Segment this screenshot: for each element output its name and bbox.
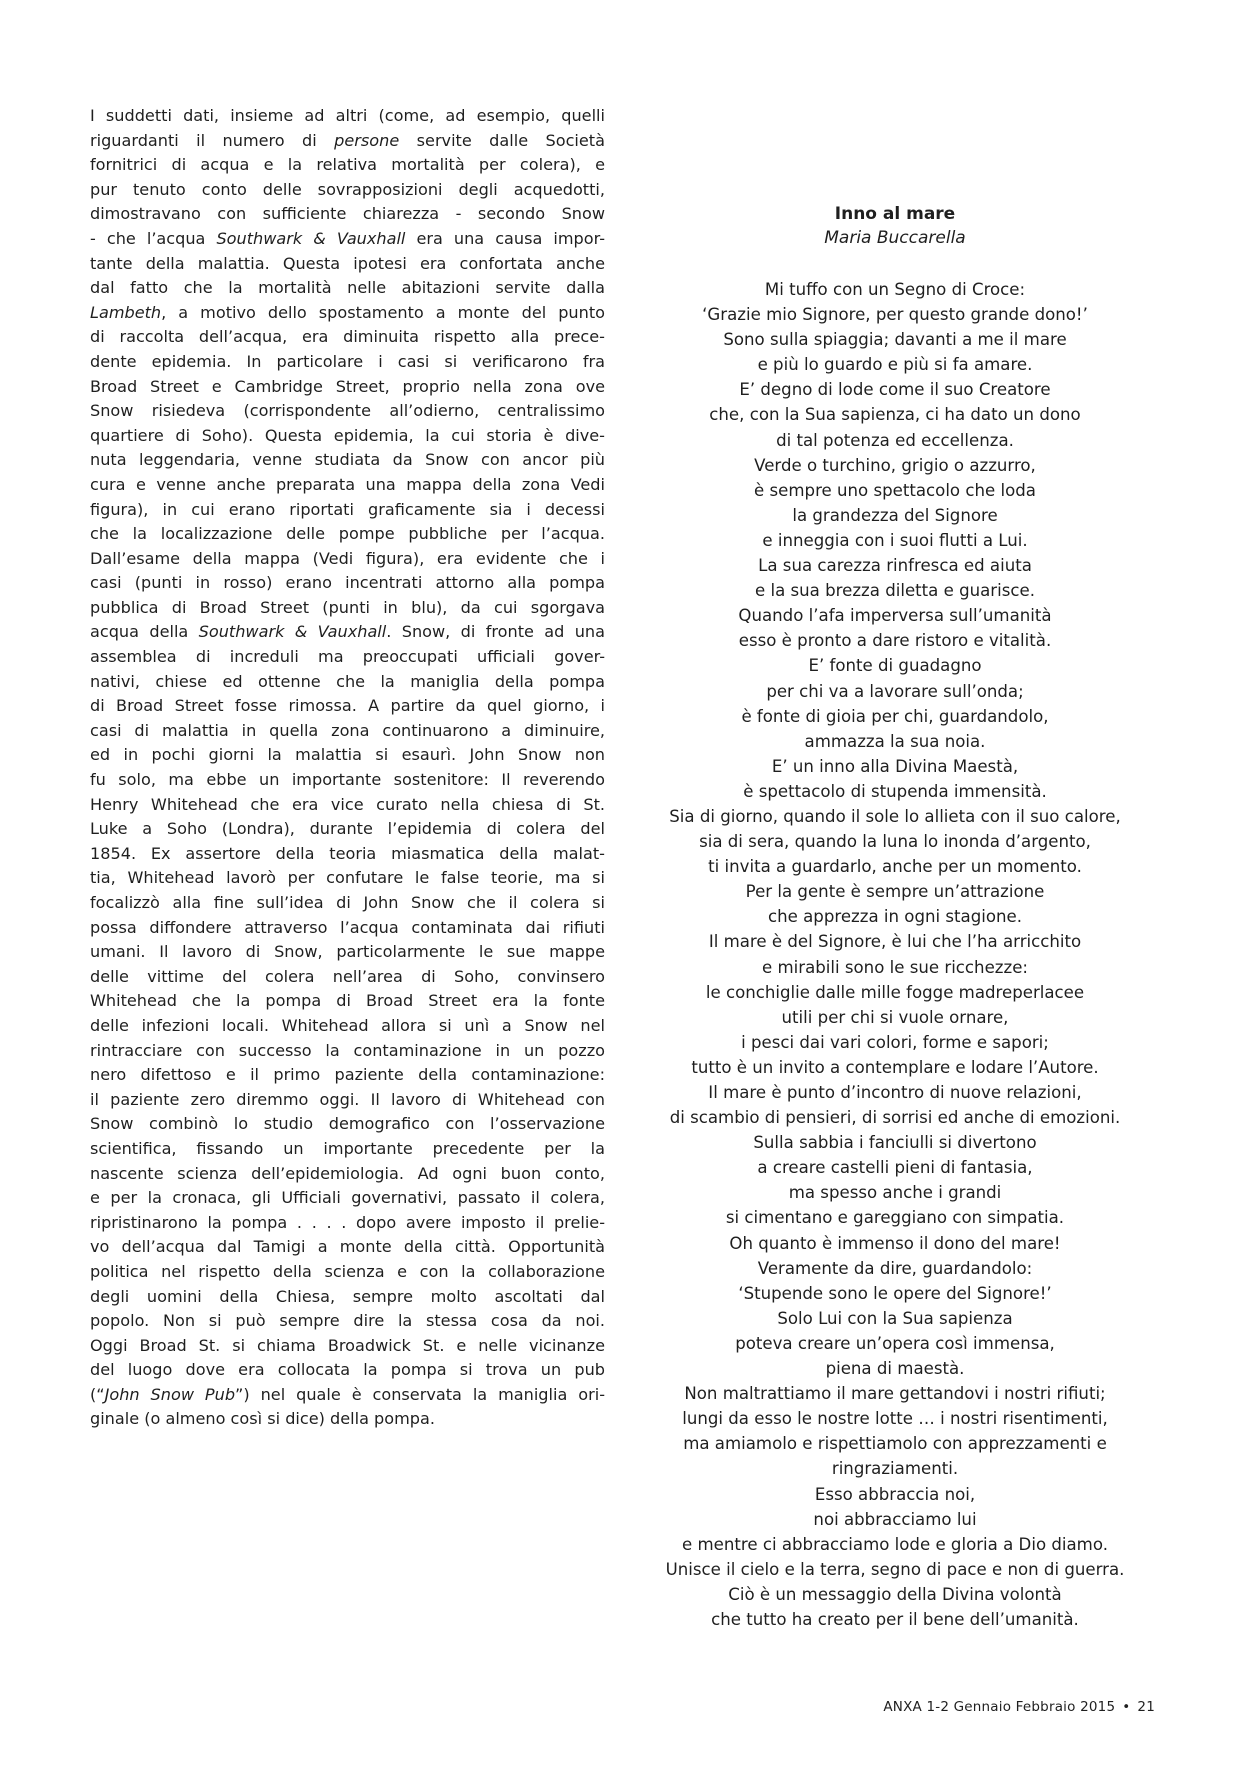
poem-line: piena di maestà. [825,1359,965,1379]
poem-line: che tutto ha creato per il bene dell’umanità. [711,1609,1079,1629]
article-paragraph [90,104,605,1432]
poem-line: Mi tuffo con un Segno di Croce: [764,280,1026,299]
poem-line: Veramente da dire, guardandolo: [757,1258,1033,1278]
poem-line: è spettacolo di stupenda immensità. [743,781,1047,801]
article-line: nuta leggendaria, venne studiata da Snow con ancor più [90,450,605,470]
poem-line: Solo Lui con la Sua sapienza [777,1308,1013,1328]
poem-author: Maria Buccarella [824,228,966,248]
article-line: degli uomini della Chiesa, sempre molto ascoltati dal [90,1286,605,1306]
article-line: casi (punti in rosso) erano incentrati attorno alla pompa [90,573,605,593]
poem-line: e la sua brezza diletta e guarisce. [754,581,1035,601]
poem-line: a creare castelli pieni di fantasia, [757,1158,1033,1178]
article-column [90,104,605,1432]
article-line: scientifica, fissando un importante precedente per la [90,1138,605,1158]
article-line: Luke a Soho (Londra), durante l’epidemia di colera del [90,819,605,839]
article-line: del luogo dove era collocata la pompa si trova un pub [90,1360,605,1380]
article-line: Lambeth, a motivo dello spostamento a monte del punto [90,302,605,322]
poem-line: Il mare è del Signore, è lui che l’ha arricchito [708,932,1082,952]
article-line: nativi, chiese ed ottenne che la maniglia della pompa [90,671,605,691]
poem-line: Sono sulla spiaggia; davanti a me il mare [723,330,1067,350]
poem-line: esso è pronto a dare ristoro e vitalità. [738,631,1052,651]
poem-line: E’ degno di lode come il suo Creatore [739,380,1051,400]
poem-line: la grandezza del Signore [792,505,998,525]
poem-line: e inneggia con i suoi flutti a Lui. [762,530,1028,550]
article-line: assemblea di increduli ma preoccupati ufficiali gover- [90,647,605,667]
article-line: politica nel rispetto della scienza e con la collaborazione [90,1261,605,1281]
poem-body [640,277,1150,1632]
poem-line: Sulla sabbia i fanciulli si divertono [753,1133,1037,1153]
poem-line: ma spesso anche i grandi [788,1183,1002,1203]
poem-line: utili per chi si vuole ornare, [781,1007,1009,1027]
poem-line: ‘Grazie mio Signore, per questo grande dono!’ [702,305,1088,325]
poem-line: Per la gente è sempre un’attrazione [745,882,1045,902]
article-line: nero difettoso e il primo paziente della contaminazione: [90,1065,605,1085]
poem-line: ringraziamenti. [831,1459,959,1479]
article-line: tia, Whitehead lavorò per confutare le false teorie, ma si [90,868,605,888]
poem-line: Non maltrattiamo il mare gettandovi i nostri rifiuti; [684,1384,1106,1404]
poem-line: ‘Stupende sono le opere del Signore!’ [738,1283,1052,1303]
article-line: ripristinarono la pompa . . . . dopo avere imposto il prelie- [90,1212,605,1232]
article-line: ed in pochi giorni la malattia si esaurì. John Snow non [90,745,605,765]
poem-line: di tal potenza ed eccellenza. [776,430,1014,450]
poem-line: Oh quanto è immenso il dono del mare! [729,1233,1061,1253]
article-line: che la localizzazione delle pompe pubbliche per l’acqua. [90,524,605,544]
poem-line: per chi va a lavorare sull’onda; [766,681,1024,701]
article-line: nascente scienza dell’epidemiologia. Ad ogni buon conto, [90,1163,605,1183]
poem-line: lungi da esso le nostre lotte … i nostri risentimenti, [682,1409,1108,1429]
article-line: Broad Street e Cambridge Street, proprio nella zona ove [90,376,605,396]
article-line: I suddetti dati, insieme ad altri (come, ad esempio, quelli [90,106,605,125]
poem-line: noi abbracciamo lui [813,1509,977,1529]
article-line: delle vittime del colera nell’area di Soho, convinsero [90,966,605,986]
poem-line: Unisce il cielo e la terra, segno di pace e non di guerra. [665,1559,1125,1579]
article-line: Snow risiedeva (corrispondente all’odierno, centralissimo [90,401,605,421]
article-line: Dall’esame della mappa (Vedi figura), era evidente che i [90,548,605,568]
poem-line: che apprezza in ogni stagione. [768,907,1022,927]
poem-line: poteva creare un’opera così immensa, [735,1333,1055,1353]
publication-info: ANXA 1-2 Gennaio Febbraio 2015 [883,1699,1116,1715]
poem-line: tutto è un invito a contemplare e lodare l’Autore. [691,1057,1099,1077]
poem-line: le conchiglie dalle mille fogge madreperlacee [705,982,1085,1002]
article-line: rintracciare con successo la contaminazione in un pozzo [90,1040,605,1060]
article-line: popolo. Non si può sempre dire la stessa cosa da noi. [90,1311,605,1331]
article-line: il paziente zero diremmo oggi. Il lavoro di Whitehead con [90,1089,605,1109]
article-line: cura e venne anche preparata una mappa della zona Vedi [90,474,605,494]
article-line: 1854. Ex assertore della teoria miasmatica della malat- [90,843,605,863]
article-line: - che l’acqua Southwark & Vauxhall era una causa impor- [90,228,605,248]
article-line: di Broad Street fosse rimossa. A partire da quel giorno, i [90,696,605,716]
article-line: Snow combinò lo studio demografico con l’osservazione [90,1114,605,1134]
poem-line: ammazza la sua noia. [804,731,986,751]
poem-column [640,202,1150,1632]
article-line: pubblica di Broad Street (punti in blu), da cui sgorgava [90,597,605,617]
poem-line: Esso abbraccia noi, [814,1484,976,1504]
poem-line: di scambio di pensieri, di sorrisi ed anche di emozioni. [669,1108,1121,1128]
page-footer [883,1699,1155,1715]
poem-line: che, con la Sua sapienza, ci ha dato un dono [709,405,1081,425]
poem-line: i pesci dai vari colori, forme e sapori; [741,1032,1049,1052]
poem-line: Quando l’afa imperversa sull’umanità [738,606,1052,626]
article-line: possa diffondere attraverso l’acqua contaminata dai rifiuti [90,917,605,937]
poem-line: Sia di giorno, quando il sole lo allieta con il suo calore, [669,806,1121,826]
poem-line: è fonte di gioia per chi, guardandolo, [741,706,1049,726]
poem-line: Verde o turchino, grigio o azzurro, [754,455,1036,475]
article-line: Whitehead che la pompa di Broad Street era la fonte [90,991,605,1011]
article-line: di raccolta dell’acqua, era diminuita rispetto alla prece- [90,327,605,347]
poem-line: si cimentano e gareggiano con simpatia. [725,1208,1065,1228]
article-line: dal fatto che la mortalità nelle abitazioni servite dalla [90,278,605,298]
article-line: fornitrici di acqua e la relativa mortalità per colera), e [90,155,605,175]
page-number: 21 [1137,1699,1155,1715]
poem-line: e mirabili sono le sue ricchezze: [762,957,1028,977]
poem-line: Il mare è punto d’incontro di nuove relazioni, [708,1083,1082,1102]
article-line: umani. Il lavoro di Snow, particolarmente le sue mappe [90,942,605,962]
article-line: focalizzò alla fine sull’idea di John Snow che il colera si [90,893,605,912]
article-line: vo dell’acqua dal Tamigi a monte della città. Opportunità [90,1237,605,1257]
poem-line: ma amiamolo e rispettiamolo con apprezzamenti e [683,1434,1107,1454]
poem-line: ti invita a guardarlo, anche per un momento. [708,857,1082,877]
poem-line: Ciò è un messaggio della Divina volontà [728,1584,1062,1604]
article-line: delle infezioni locali. Whitehead allora si unì a Snow nel [90,1015,605,1035]
article-line: quartiere di Soho). Questa epidemia, la cui storia è dive- [90,425,605,445]
article-line: Oggi Broad St. si chiama Broadwick St. e nelle vicinanze [90,1335,605,1355]
article-line: casi di malattia in quella zona continuarono a diminuire, [90,720,605,740]
poem-line: è sempre uno spettacolo che loda [754,480,1036,500]
poem-line: La sua carezza rinfresca ed aiuta [758,556,1032,576]
article-line: fu solo, ma ebbe un importante sostenitore: Il reverendo [90,770,605,790]
article-line: pur tenuto conto delle sovrapposizioni degli acquedotti, [90,179,605,199]
poem-line: E’ un inno alla Divina Maestà, [771,756,1019,776]
article-line: (“John Snow Pub”) nel quale è conservata la maniglia ori- [90,1384,605,1404]
article-line: dimostravano con sufficiente chiarezza - secondo Snow [90,204,605,224]
article-line: Henry Whitehead che era vice curato nella chiesa di St. [90,794,605,814]
poem-line: e mentre ci abbracciamo lode e gloria a Dio diamo. [682,1534,1108,1554]
article-line: acqua della Southwark & Vauxhall. Snow, di fronte ad una [90,622,605,642]
article-line: e per la cronaca, gli Ufficiali governativi, passato il colera, [90,1188,605,1208]
article-line: dente epidemia. In particolare i casi si verificarono fra [90,351,605,371]
article-line: tante della malattia. Questa ipotesi era confortata anche [90,253,605,273]
poem-line: E’ fonte di guadagno [808,656,982,676]
article-line: riguardanti il numero di persone servite dalle Società [90,130,605,150]
poem-line: e più lo guardo e più si fa amare. [757,355,1033,375]
article-line: ginale (o almeno così si dice) della pompa. [90,1409,435,1429]
footer-separator: • [1122,1699,1131,1715]
article-line: figura), in cui erano riportati graficamente sia i decessi [90,499,605,519]
poem-title: Inno al mare [834,204,956,224]
poem-line: sia di sera, quando la luna lo inonda d’argento, [699,832,1091,852]
